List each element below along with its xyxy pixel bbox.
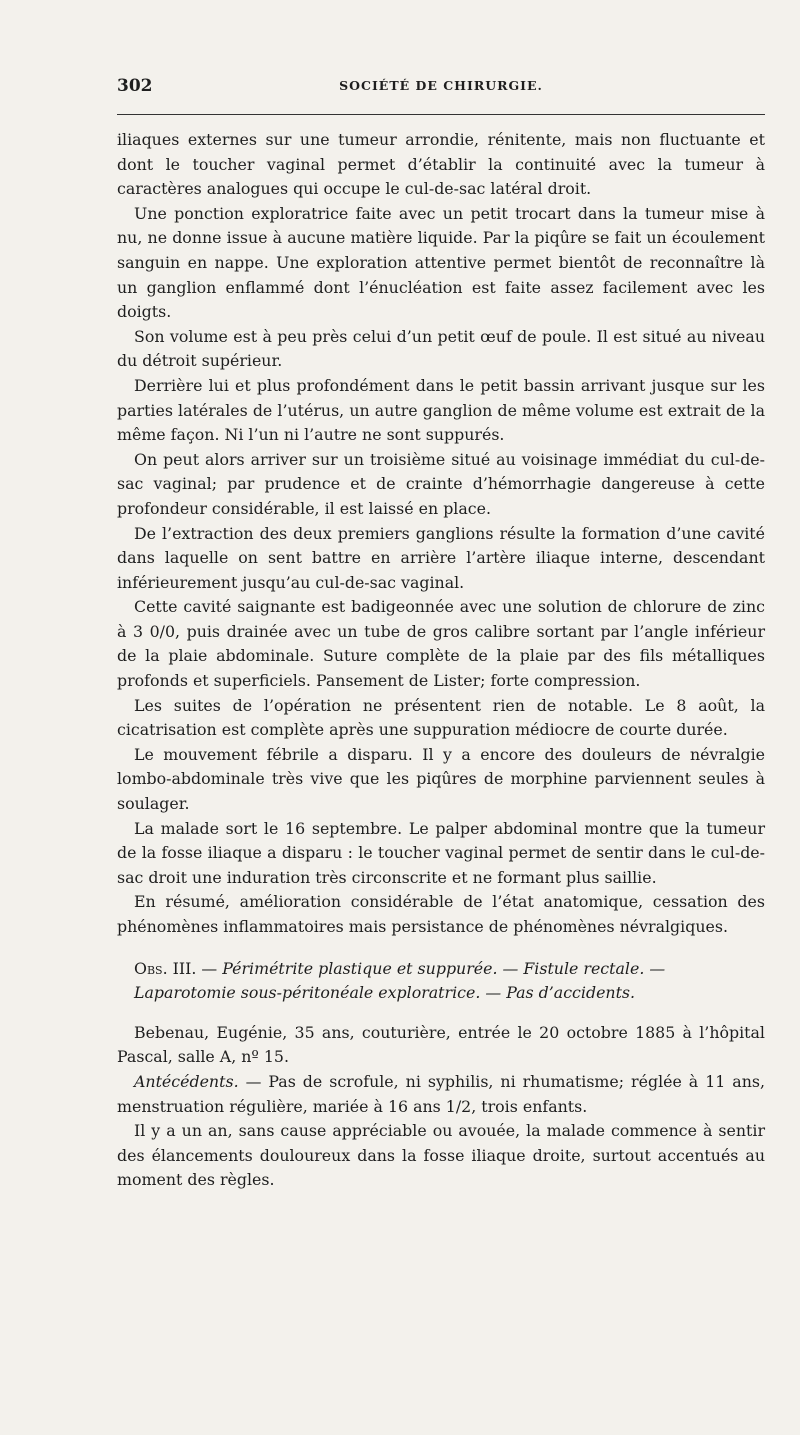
- observation-subtitle-line: [117, 981, 765, 1006]
- document-page: [117, 76, 765, 1193]
- paragraph: iliaques externes sur une tumeur arrondie, rénitente, mais non fluctuante et dont le toucher vaginal permet d’établir la continuité avec la tumeur à caractères analogues qui occupe le cul-de-sac latéral droit.: [117, 130, 765, 199]
- patient-paragraph: Bebenau, Eugénie, 35 ans, couturière, entrée le 20 octobre 1885 à l’hôpital Pascal, salle A, nº 15.: [117, 1022, 765, 1067]
- paragraph: Son volume est à peu près celui d’un petit œuf de poule. Il est situé au niveau du détroit supérieur.: [117, 326, 765, 371]
- observation-title-1: Périmétrite plastique et suppurée. — Fistule rectale. —: [222, 958, 666, 978]
- page-number: 302: [117, 76, 153, 96]
- paragraph: De l’extraction des deux premiers ganglions résulte la formation d’une cavité dans laquelle on sent battre en arrière l’artère iliaque interne, descendant inférieurement jusqu’au cul-de-sac vaginal.: [117, 523, 765, 592]
- paragraph: La malade sort le 16 septembre. Le palper abdominal montre que la tumeur de la fosse iliaque a disparu : le toucher vaginal permet de sentir dans le cul-de-sac droit une induration très circonscrite et ne formant plus saillie.: [117, 818, 765, 887]
- history-paragraph: Il y a un an, sans cause appréciable ou avouée, la malade commence à sentir des élancements douloureux dans la fosse iliaque droite, surtout accentués au moment des règles.: [117, 1121, 765, 1190]
- observation-title-2: Laparotomie sous-péritonéale exploratrice. — Pas d’accidents.: [134, 983, 636, 1003]
- observation-heading: [117, 957, 765, 1006]
- page-header: [117, 76, 765, 100]
- paragraph: Cette cavité saignante est badigeonnée avec une solution de chlorure de zinc à 3 0/0, puis drainée avec un tube de gros calibre sortant par l’angle inférieur de la plaie abdominale. Suture complète de la plaie par des fils métalliques profonds et superficiels. Pansement de Lister; forte compression.: [117, 597, 765, 691]
- observation-dash: —: [201, 958, 218, 978]
- observation-label: Obs. III.: [134, 958, 197, 978]
- paragraph: On peut alors arriver sur un troisième situé au voisinage immédiat du cul-de-sac vaginal; par prudence et de crainte d’hémorrhagie dangereuse à cette profondeur considérable, il est laissé en place.: [117, 449, 765, 518]
- observation-body: [117, 1021, 765, 1193]
- paragraph: Derrière lui et plus profondément dans le petit bassin arrivant jusque sur les parties latérales de l’utérus, un autre ganglion de même volume est extrait de la même façon. Ni l’un ni l’autre ne sont suppurés.: [117, 375, 765, 445]
- paragraph: En résumé, amélioration considérable de l’état anatomique, cessation des phénomènes inflammatoires mais persistance de phénomènes névralgiques.: [117, 892, 765, 936]
- body-text: [117, 128, 765, 940]
- header-rule: [117, 114, 765, 115]
- antecedents-paragraph: [117, 1070, 765, 1119]
- paragraph: Une ponction exploratrice faite avec un petit trocart dans la tumeur mise à nu, ne donne issue à aucune matière liquide. Par la piqûre se fait un écoulement sanguin en nappe. Une exploration attentive permet bientôt de reconnaître là un ganglion enflammé dont l’énucléation est faite assez facilement avec les doigts.: [117, 203, 765, 322]
- running-head: SOCIÉTÉ DE CHIRURGIE.: [339, 78, 543, 93]
- antecedents-text: — Pas de scrofule, ni syphilis, ni rhumatisme; réglée à 11 ans, menstruation régulière, mariée à 16 ans 1/2, trois enfants.: [117, 1071, 765, 1116]
- paragraph: Le mouvement fébrile a disparu. Il y a encore des douleurs de névralgie lombo-abdominale très vive que les piqûres de morphine parviennent seules à soulager.: [117, 744, 765, 814]
- antecedents-label: Antécédents.: [134, 1071, 239, 1091]
- observation-title-line: [117, 957, 765, 982]
- paragraph: Les suites de l’opération ne présentent rien de notable. Le 8 août, la cicatrisation est complète après une suppuration médiocre de courte durée.: [117, 695, 765, 740]
